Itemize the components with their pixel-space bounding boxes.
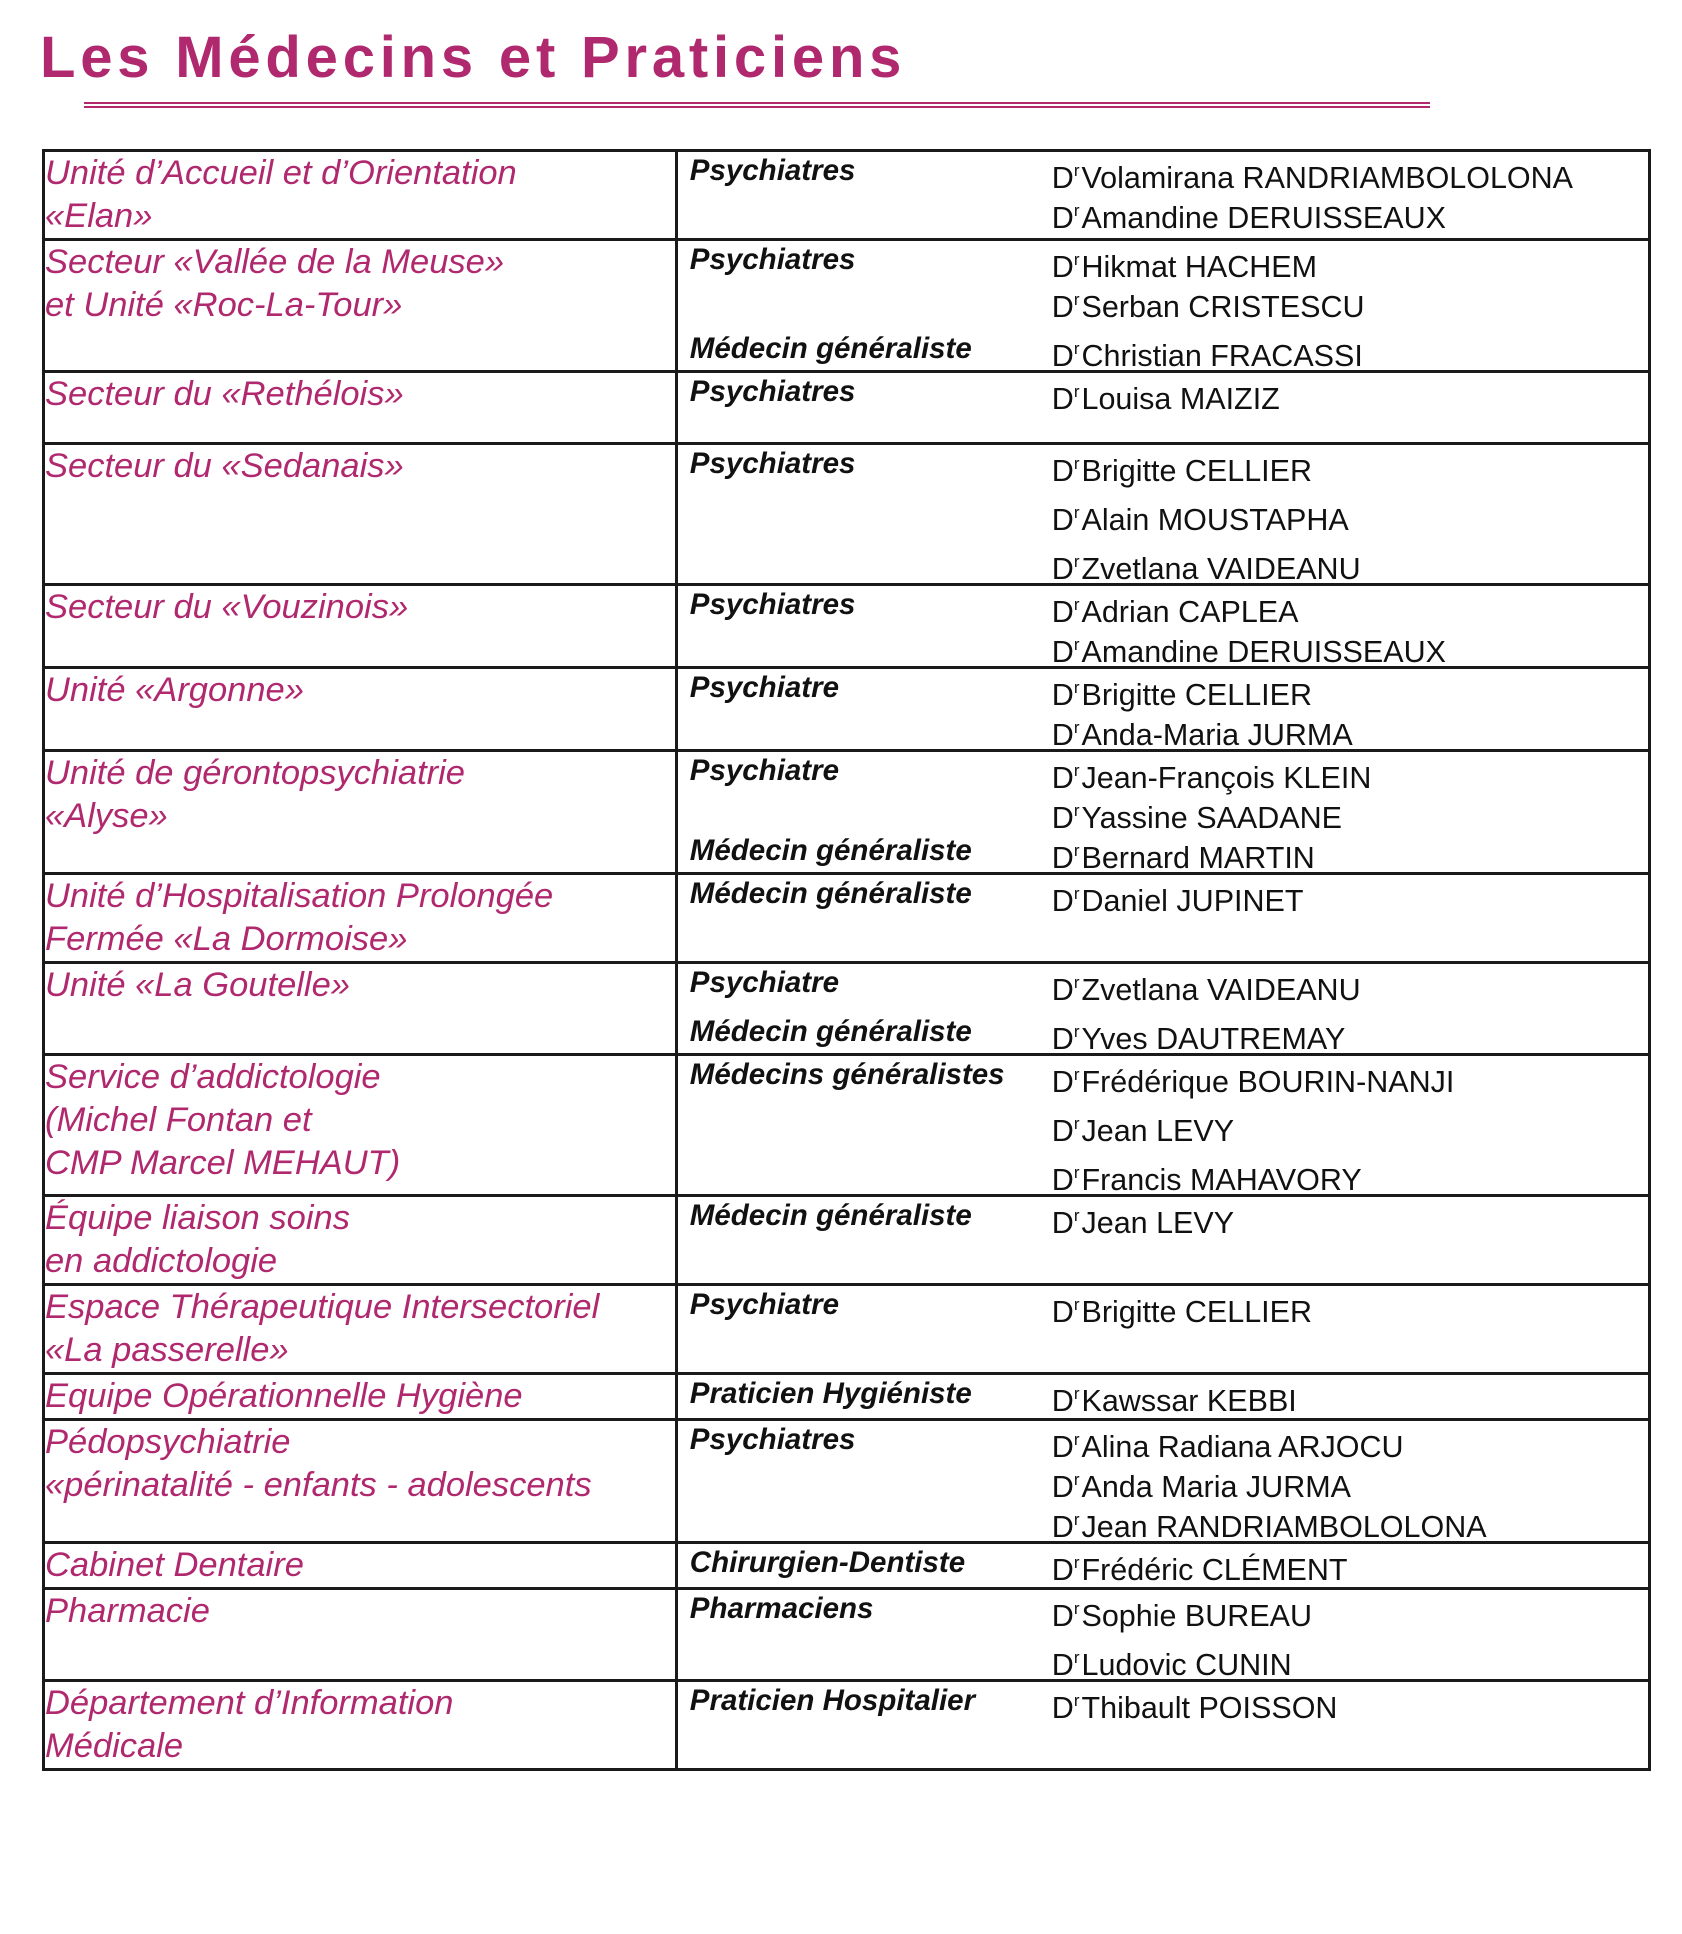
staff-entry: [678, 1421, 1648, 1464]
doctor-name: [1052, 330, 1363, 375]
doctor-title-superscript: r: [1073, 1470, 1080, 1489]
unit-name-line: Unité «La Goutelle»: [45, 966, 350, 1004]
table-row: [44, 668, 1650, 751]
doctor-name: [1052, 1501, 1487, 1546]
doctor-title-prefix: D: [1051, 1648, 1074, 1682]
doctor-title-prefix: D: [1051, 1295, 1074, 1329]
role-label: Psychiatres: [689, 588, 856, 621]
doctor-full-name: Daniel JUPINET: [1081, 884, 1304, 918]
table-row: [44, 1196, 1650, 1285]
doctor-title-prefix: D: [1051, 1691, 1074, 1725]
role-label: Chirurgien-Dentiste: [689, 1546, 966, 1579]
doctor-name: [1052, 1056, 1455, 1101]
doctor-full-name: Francis MAHAVORY: [1081, 1163, 1362, 1197]
doctor-title-prefix: D: [1051, 552, 1074, 586]
role-label: Psychiatre: [689, 671, 840, 704]
staff-entry: [678, 330, 1648, 373]
unit-name-line: Fermée «La Dormoise»: [45, 920, 408, 958]
staff-entry: [678, 241, 1648, 284]
doctor-title-superscript: r: [1073, 1206, 1080, 1225]
staff-cell: [676, 1681, 1649, 1770]
unit-cell: [44, 585, 677, 668]
doctor-full-name: Volamirana RANDRIAMBOLOLONA: [1081, 161, 1574, 195]
doctor-title-prefix: D: [1051, 761, 1074, 795]
table-row: [44, 1055, 1650, 1196]
staff-entry: [678, 832, 1648, 875]
doctor-name: [1052, 1461, 1351, 1506]
doctor-full-name: Alain MOUSTAPHA: [1081, 503, 1349, 537]
staff-entry: [678, 1154, 1648, 1197]
doctor-full-name: Frédérique BOURIN-NANJI: [1081, 1065, 1455, 1099]
doctor-title-superscript: r: [1073, 1648, 1080, 1667]
table-row: [44, 963, 1650, 1055]
unit-cell: [44, 240, 677, 372]
doctor-title-superscript: r: [1073, 161, 1080, 180]
doctor-title-prefix: D: [1051, 841, 1074, 875]
staff-cell: [676, 1374, 1649, 1420]
doctor-title-superscript: r: [1073, 841, 1080, 860]
staff-entry: [678, 626, 1648, 669]
doctor-full-name: Frédéric CLÉMENT: [1081, 1553, 1348, 1587]
doctor-name: [1052, 1639, 1292, 1684]
doctor-full-name: Louisa MAIZIZ: [1081, 382, 1280, 416]
table-row: [44, 444, 1650, 585]
unit-name-line: Secteur du «Sedanais»: [45, 447, 404, 485]
staff-entry: [678, 1501, 1648, 1544]
doctor-title-superscript: r: [1073, 1384, 1080, 1403]
unit-cell: [44, 1374, 677, 1420]
unit-cell: [44, 1285, 677, 1374]
staff-entry: [678, 1105, 1648, 1148]
doctor-title-superscript: r: [1073, 552, 1080, 571]
doctor-title-superscript: r: [1073, 339, 1080, 358]
doctor-title-prefix: D: [1051, 1114, 1074, 1148]
staff-entry: [678, 1013, 1648, 1056]
doctor-title-superscript: r: [1073, 678, 1080, 697]
doctor-full-name: Serban CRISTESCU: [1081, 290, 1365, 324]
doctor-name: [1052, 1682, 1338, 1727]
doctor-title-prefix: D: [1051, 1163, 1074, 1197]
doctor-title-prefix: D: [1051, 973, 1074, 1007]
table-row: [44, 1285, 1650, 1374]
doctor-full-name: Anda-Maria JURMA: [1081, 718, 1353, 752]
staff-cell: [676, 151, 1649, 240]
table-row: [44, 372, 1650, 444]
doctor-title-superscript: r: [1073, 382, 1080, 401]
doctor-title-superscript: r: [1073, 1599, 1080, 1618]
doctor-full-name: Thibault POISSON: [1081, 1691, 1338, 1725]
role-label: Médecin généraliste: [689, 1015, 972, 1048]
staff-entry: [678, 1544, 1648, 1587]
doctor-full-name: Kawssar KEBBI: [1081, 1384, 1297, 1418]
staff-entry: [678, 1197, 1648, 1240]
unit-name-line: Département d’Information: [45, 1684, 454, 1722]
doctor-full-name: Zvetlana VAIDEANU: [1081, 552, 1361, 586]
role-label: Médecin généraliste: [689, 834, 972, 867]
table-row: [44, 1374, 1650, 1420]
doctor-title-superscript: r: [1073, 1022, 1080, 1041]
unit-name-line: «La passerelle»: [45, 1331, 289, 1369]
doctor-name: [1052, 792, 1342, 837]
staff-entry: [678, 875, 1648, 918]
doctor-title-prefix: D: [1051, 503, 1074, 537]
doctor-full-name: Adrian CAPLEA: [1081, 595, 1299, 629]
doctor-name: [1052, 445, 1312, 490]
doctor-name: [1052, 241, 1317, 286]
doctor-title-prefix: D: [1051, 1599, 1074, 1633]
doctor-title-superscript: r: [1073, 1295, 1080, 1314]
staff-cell: [676, 963, 1649, 1055]
title-divider: [84, 102, 1430, 108]
doctor-name: [1052, 543, 1361, 588]
unit-name-line: «périnatalité - enfants - adolescents: [45, 1466, 592, 1504]
unit-name-line: Unité de gérontopsychiatrie: [45, 754, 465, 792]
doctor-full-name: Jean RANDRIAMBOLOLONA: [1081, 1510, 1487, 1544]
role-label: Psychiatre: [689, 1288, 840, 1321]
staff-entry: [678, 964, 1648, 1007]
doctor-title-prefix: D: [1051, 250, 1074, 284]
doctor-title-superscript: r: [1073, 290, 1080, 309]
unit-cell: [44, 874, 677, 963]
unit-name-line: Equipe Opérationnelle Hygiène: [45, 1377, 523, 1415]
staff-cell: [676, 751, 1649, 874]
role-label: Médecin généraliste: [689, 1199, 972, 1232]
doctor-title-superscript: r: [1073, 250, 1080, 269]
staff-entry: [678, 792, 1648, 835]
staff-entry: [678, 1286, 1648, 1329]
doctor-name: [1052, 832, 1315, 877]
doctor-full-name: Christian FRACASSI: [1081, 339, 1363, 373]
role-label: Pharmaciens: [689, 1592, 874, 1625]
unit-name-line: CMP Marcel MEHAUT): [45, 1144, 401, 1182]
doctor-title-superscript: r: [1073, 201, 1080, 220]
doctor-title-superscript: r: [1073, 718, 1080, 737]
doctor-title-superscript: r: [1073, 884, 1080, 903]
unit-name-line: «Elan»: [45, 197, 153, 235]
role-label: Médecins généralistes: [689, 1058, 1005, 1091]
doctor-title-prefix: D: [1051, 1470, 1074, 1504]
staff-entry: [678, 586, 1648, 629]
staff-cell: [676, 1196, 1649, 1285]
unit-name-line: Unité d’Hospitalisation Prolongée: [45, 877, 554, 915]
staff-entry: [678, 1639, 1648, 1682]
doctor-name: [1052, 1375, 1297, 1420]
unit-name-line: et Unité «Roc-La-Tour»: [45, 286, 403, 324]
staff-entry: [678, 752, 1648, 795]
doctor-title-prefix: D: [1051, 382, 1074, 416]
doctor-name: [1052, 669, 1312, 714]
unit-name-line: Médicale: [45, 1727, 184, 1765]
unit-name-line: Espace Thérapeutique Intersectoriel: [45, 1288, 600, 1326]
unit-cell: [44, 1420, 677, 1543]
role-label: Médecin généraliste: [689, 332, 972, 365]
doctor-full-name: Alina Radiana ARJOCU: [1081, 1430, 1404, 1464]
doctor-full-name: Brigitte CELLIER: [1081, 678, 1313, 712]
doctor-name: [1052, 752, 1372, 797]
table-row: [44, 1420, 1650, 1543]
doctor-full-name: Jean LEVY: [1081, 1206, 1235, 1240]
doctor-full-name: Sophie BUREAU: [1081, 1599, 1313, 1633]
doctor-name: [1052, 875, 1304, 920]
unit-cell: [44, 1543, 677, 1589]
staff-entry: [678, 1461, 1648, 1504]
doctor-title-prefix: D: [1051, 884, 1074, 918]
table-row: [44, 751, 1650, 874]
doctor-title-superscript: r: [1073, 503, 1080, 522]
doctor-title-prefix: D: [1051, 1022, 1074, 1056]
doctor-title-superscript: r: [1073, 761, 1080, 780]
staff-cell: [676, 668, 1649, 751]
doctor-title-prefix: D: [1051, 161, 1074, 195]
staff-entry: [678, 1375, 1648, 1418]
doctor-full-name: Zvetlana VAIDEANU: [1081, 973, 1361, 1007]
unit-name-line: Service d’addictologie: [45, 1058, 381, 1096]
doctor-title-prefix: D: [1051, 678, 1074, 712]
doctor-name: [1052, 626, 1446, 671]
doctor-title-superscript: r: [1073, 1065, 1080, 1084]
doctor-title-prefix: D: [1051, 1553, 1074, 1587]
doctor-title-superscript: r: [1073, 1510, 1080, 1529]
table-row: [44, 1681, 1650, 1770]
doctor-full-name: Bernard MARTIN: [1081, 841, 1315, 875]
role-label: Praticien Hygiéniste: [689, 1377, 972, 1410]
doctor-title-prefix: D: [1051, 1065, 1074, 1099]
doctor-title-superscript: r: [1073, 1163, 1080, 1182]
unit-name-line: (Michel Fontan et: [45, 1101, 312, 1139]
unit-cell: [44, 151, 677, 240]
unit-name-line: Secteur du «Vouzinois»: [45, 588, 409, 626]
staff-entry: [678, 543, 1648, 586]
role-label: Psychiatres: [689, 375, 856, 408]
staff-cell: [676, 372, 1649, 444]
doctor-name: [1052, 709, 1353, 754]
staff-cell: [676, 585, 1649, 668]
unit-cell: [44, 444, 677, 585]
doctor-title-superscript: r: [1073, 1691, 1080, 1710]
doctor-title-prefix: D: [1051, 339, 1074, 373]
role-label: Psychiatres: [689, 154, 856, 187]
doctor-title-superscript: r: [1073, 1114, 1080, 1133]
doctor-name: [1052, 586, 1299, 631]
doctor-full-name: Yves DAUTREMAY: [1081, 1022, 1346, 1056]
doctor-title-superscript: r: [1073, 1430, 1080, 1449]
staff-entry: [678, 709, 1648, 752]
unit-name-line: Unité d’Accueil et d’Orientation: [45, 154, 517, 192]
doctor-full-name: Jean LEVY: [1081, 1114, 1235, 1148]
doctor-full-name: Jean-François KLEIN: [1081, 761, 1372, 795]
unit-name-line: Équipe liaison soins: [45, 1199, 350, 1237]
role-label: Psychiatres: [689, 243, 856, 276]
staff-entry: [678, 669, 1648, 712]
medical-staff-table: [42, 149, 1651, 1771]
doctor-name: [1052, 964, 1361, 1009]
doctor-name: [1052, 1421, 1404, 1466]
table-row: [44, 585, 1650, 668]
staff-cell: [676, 1420, 1649, 1543]
doctor-name: [1052, 373, 1280, 418]
staff-entry: [678, 445, 1648, 488]
unit-cell: [44, 372, 677, 444]
staff-entry: [678, 1056, 1648, 1099]
doctor-name: [1052, 192, 1446, 237]
doctor-full-name: Amandine DERUISSEAUX: [1081, 635, 1446, 669]
staff-cell: [676, 444, 1649, 585]
staff-entry: [678, 152, 1648, 195]
staff-cell: [676, 1285, 1649, 1374]
unit-cell: [44, 963, 677, 1055]
doctor-name: [1052, 1544, 1348, 1589]
staff-cell: [676, 1055, 1649, 1196]
doctor-title-superscript: r: [1073, 801, 1080, 820]
doctor-name: [1052, 1590, 1312, 1635]
staff-entry: [678, 1682, 1648, 1725]
unit-name-line: Pédopsychiatrie: [45, 1423, 291, 1461]
table-row: [44, 1543, 1650, 1589]
doctor-full-name: Hikmat HACHEM: [1081, 250, 1318, 284]
staff-entry: [678, 1590, 1648, 1633]
table-row: [44, 240, 1650, 372]
role-label: Psychiatre: [689, 966, 840, 999]
doctor-title-prefix: D: [1051, 718, 1074, 752]
doctor-title-prefix: D: [1051, 595, 1074, 629]
doctor-full-name: Amandine DERUISSEAUX: [1081, 201, 1446, 235]
staff-cell: [676, 1543, 1649, 1589]
doctor-title-superscript: r: [1073, 595, 1080, 614]
staff-entry: [678, 192, 1648, 235]
role-label: Psychiatres: [689, 447, 856, 480]
page-title: Les Médecins et Praticiens: [40, 25, 907, 90]
doctor-title-prefix: D: [1051, 1384, 1074, 1418]
doctor-title-superscript: r: [1073, 973, 1080, 992]
doctor-title-superscript: r: [1073, 635, 1080, 654]
doctor-full-name: Ludovic CUNIN: [1081, 1648, 1292, 1682]
unit-name-line: Pharmacie: [45, 1592, 210, 1630]
doctor-title-prefix: D: [1051, 635, 1074, 669]
unit-name-line: Secteur du «Rethélois»: [45, 375, 404, 413]
role-label: Praticien Hospitalier: [689, 1684, 976, 1717]
unit-cell: [44, 1055, 677, 1196]
doctor-full-name: Brigitte CELLIER: [1081, 1295, 1313, 1329]
role-label: Médecin généraliste: [689, 877, 972, 910]
unit-name-line: Cabinet Dentaire: [45, 1546, 304, 1584]
doctor-name: [1052, 1013, 1346, 1058]
doctor-full-name: Anda Maria JURMA: [1081, 1470, 1351, 1504]
unit-name-line: «Alyse»: [45, 797, 168, 835]
doctor-name: [1052, 152, 1573, 197]
doctor-title-prefix: D: [1051, 1510, 1074, 1544]
doctor-title-prefix: D: [1051, 1430, 1074, 1464]
role-label: Psychiatre: [689, 754, 840, 787]
staff-cell: [676, 874, 1649, 963]
doctor-full-name: Yassine SAADANE: [1081, 801, 1342, 835]
staff-cell: [676, 1589, 1649, 1681]
doctor-name: [1052, 494, 1349, 539]
table-row: [44, 151, 1650, 240]
unit-name-line: Unité «Argonne»: [45, 671, 304, 709]
staff-cell: [676, 240, 1649, 372]
table-body: [44, 151, 1650, 1770]
role-label: Psychiatres: [689, 1423, 856, 1456]
doctor-name: [1052, 1286, 1312, 1331]
doctor-name: [1052, 1197, 1234, 1242]
doctor-title-prefix: D: [1051, 1206, 1074, 1240]
unit-name-line: en addictologie: [45, 1242, 278, 1280]
doctor-title-superscript: r: [1073, 454, 1080, 473]
table-row: [44, 1589, 1650, 1681]
unit-name-line: Secteur «Vallée de la Meuse»: [45, 243, 505, 281]
staff-entry: [678, 494, 1648, 537]
staff-entry: [678, 281, 1648, 324]
unit-cell: [44, 668, 677, 751]
doctor-title-superscript: r: [1073, 1553, 1080, 1572]
table-row: [44, 874, 1650, 963]
doctor-name: [1052, 1154, 1362, 1199]
staff-entry: [678, 373, 1648, 416]
doctor-title-prefix: D: [1051, 290, 1074, 324]
unit-cell: [44, 1196, 677, 1285]
unit-cell: [44, 751, 677, 874]
doctor-title-prefix: D: [1051, 454, 1074, 488]
unit-cell: [44, 1681, 677, 1770]
doctor-name: [1052, 1105, 1234, 1150]
doctor-full-name: Brigitte CELLIER: [1081, 454, 1313, 488]
doctor-title-prefix: D: [1051, 801, 1074, 835]
doctor-title-prefix: D: [1051, 201, 1074, 235]
doctor-name: [1052, 281, 1365, 326]
unit-cell: [44, 1589, 677, 1681]
